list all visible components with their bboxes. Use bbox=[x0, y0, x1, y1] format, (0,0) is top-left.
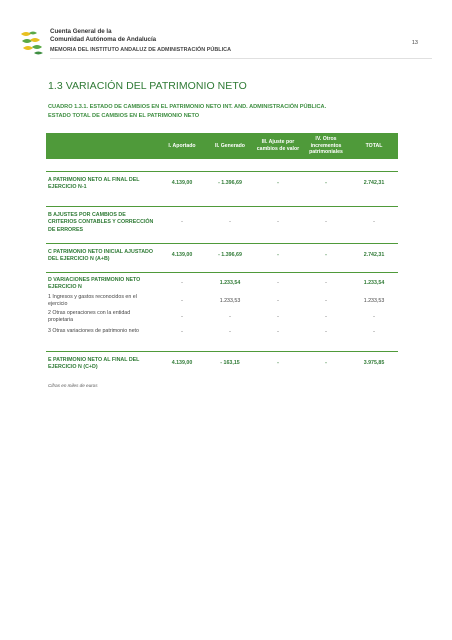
patrimonio-table bbox=[46, 133, 398, 374]
page-number: 13 bbox=[411, 40, 418, 46]
table-caption-line2: ESTADO TOTAL DE CAMBIOS EN EL PATRIMONIO NETO bbox=[48, 113, 200, 119]
header-org-title bbox=[50, 28, 156, 43]
cell-total: 1.233,53 bbox=[363, 298, 385, 304]
header-org-line2: Comunidad Autónoma de Andalucía bbox=[50, 35, 157, 43]
table-row-d1 bbox=[46, 293, 398, 309]
cell-otros: - bbox=[302, 207, 350, 238]
footnote: Cifras en miles de euros bbox=[48, 383, 98, 388]
cell-total: 3.975,85 bbox=[350, 352, 398, 375]
row-label: 3 Otras variaciones de patrimonio neto bbox=[48, 328, 139, 334]
col-header-otros: IV. Otros incrementos patrimoniales bbox=[302, 133, 350, 159]
cell-ajuste: - bbox=[254, 207, 302, 238]
cell-otros: - bbox=[302, 244, 350, 267]
cell-total: 2.742,31 bbox=[350, 244, 398, 267]
row-label: A PATRIMONIO NETO AL FINAL DEL EJERCICIO N-1 bbox=[46, 172, 158, 195]
cell-aportado: 4.139,00 bbox=[158, 244, 206, 267]
table-row-a bbox=[46, 172, 398, 195]
table-row-d2 bbox=[46, 309, 398, 324]
cell-total: - bbox=[350, 207, 398, 238]
table-caption bbox=[48, 103, 326, 121]
cell-aportado: 4.139,00 bbox=[158, 172, 206, 195]
cell-ajuste: - bbox=[277, 313, 279, 320]
section-title: 1.3 VARIACIÓN DEL PATRIMONIO NETO bbox=[48, 80, 247, 92]
cell-generado: - bbox=[229, 313, 231, 320]
cell-ajuste: - bbox=[254, 244, 302, 267]
andalucia-logo-icon bbox=[20, 30, 46, 56]
header-org-line1: Cuenta General de la bbox=[50, 28, 112, 35]
cell-generado: - bbox=[229, 328, 231, 335]
table-header-row bbox=[46, 133, 398, 159]
cell-generado: - 163,15 bbox=[206, 352, 254, 375]
cell-generado: - bbox=[206, 207, 254, 238]
cell-ajuste: - bbox=[277, 328, 279, 335]
cell-otros: - bbox=[325, 328, 327, 335]
cell-otros: - bbox=[325, 313, 327, 320]
col-header-total: TOTAL bbox=[350, 133, 398, 159]
cell-total: 1.233,54 bbox=[350, 273, 398, 294]
cell-ajuste: - bbox=[277, 298, 279, 304]
cell-otros: - bbox=[302, 273, 350, 294]
cell-total: - bbox=[373, 328, 375, 335]
col-header-generado: II. Generado bbox=[206, 133, 254, 159]
table-row-e bbox=[46, 352, 398, 375]
row-label: D VARIACIONES PATRIMONIO NETO EJERCICIO N bbox=[46, 273, 158, 294]
header-divider bbox=[50, 58, 432, 59]
cell-total: 2.742,31 bbox=[350, 172, 398, 195]
cell-aportado: - bbox=[181, 313, 183, 320]
header-memoria: MEMORIA DEL INSTITUTO ANDALUZ DE ADMINISTRACIÓN PÚBLICA bbox=[50, 47, 232, 53]
cell-ajuste: - bbox=[254, 273, 302, 294]
cell-ajuste: - bbox=[254, 352, 302, 375]
cell-aportado: - bbox=[158, 207, 206, 238]
cell-aportado: - bbox=[158, 273, 206, 294]
col-header-aportado: I. Aportado bbox=[158, 133, 206, 159]
cell-generado: - 1.396,69 bbox=[206, 244, 254, 267]
table-row-b bbox=[46, 207, 398, 238]
cell-aportado: 4.139,00 bbox=[158, 352, 206, 375]
table-row-d3 bbox=[46, 324, 398, 339]
row-label: B AJUSTES POR CAMBIOS DE CRITERIOS CONTABLES Y CORRECCIÓN DE ERRORES bbox=[46, 207, 158, 238]
cell-aportado: - bbox=[181, 298, 183, 304]
cell-generado: 1.233,53 bbox=[219, 298, 241, 304]
cell-ajuste: - bbox=[254, 172, 302, 195]
header-blank-cell bbox=[46, 133, 158, 159]
row-label: 2 Otras operaciones con la entidad propietaria bbox=[48, 309, 131, 323]
cell-otros: - bbox=[325, 298, 327, 304]
row-label: C PATRIMONIO NETO INICIAL AJUSTADO DEL EJERCICIO N (A+B) bbox=[46, 244, 158, 267]
row-label: 1 Ingresos y gastos reconocidos en el ejercicio bbox=[48, 294, 137, 307]
cell-generado: - 1.396,69 bbox=[206, 172, 254, 195]
table-caption-line1: CUADRO 1.3.1. ESTADO DE CAMBIOS EN EL PATRIMONIO NETO INT. AND. ADMINISTRACIÓN PÚBLICA. bbox=[48, 104, 327, 110]
table-row-c bbox=[46, 244, 398, 267]
cell-generado: 1.233,54 bbox=[206, 273, 254, 294]
cell-otros: - bbox=[302, 172, 350, 195]
cell-otros: - bbox=[302, 352, 350, 375]
cell-aportado: - bbox=[181, 328, 183, 335]
row-label: E PATRIMONIO NETO AL FINAL DEL EJERCICIO N (C+D) bbox=[46, 352, 158, 375]
col-header-ajuste: III. Ajuste por cambios de valor bbox=[254, 133, 302, 159]
cell-total: - bbox=[373, 313, 375, 320]
table-row-d bbox=[46, 273, 398, 294]
